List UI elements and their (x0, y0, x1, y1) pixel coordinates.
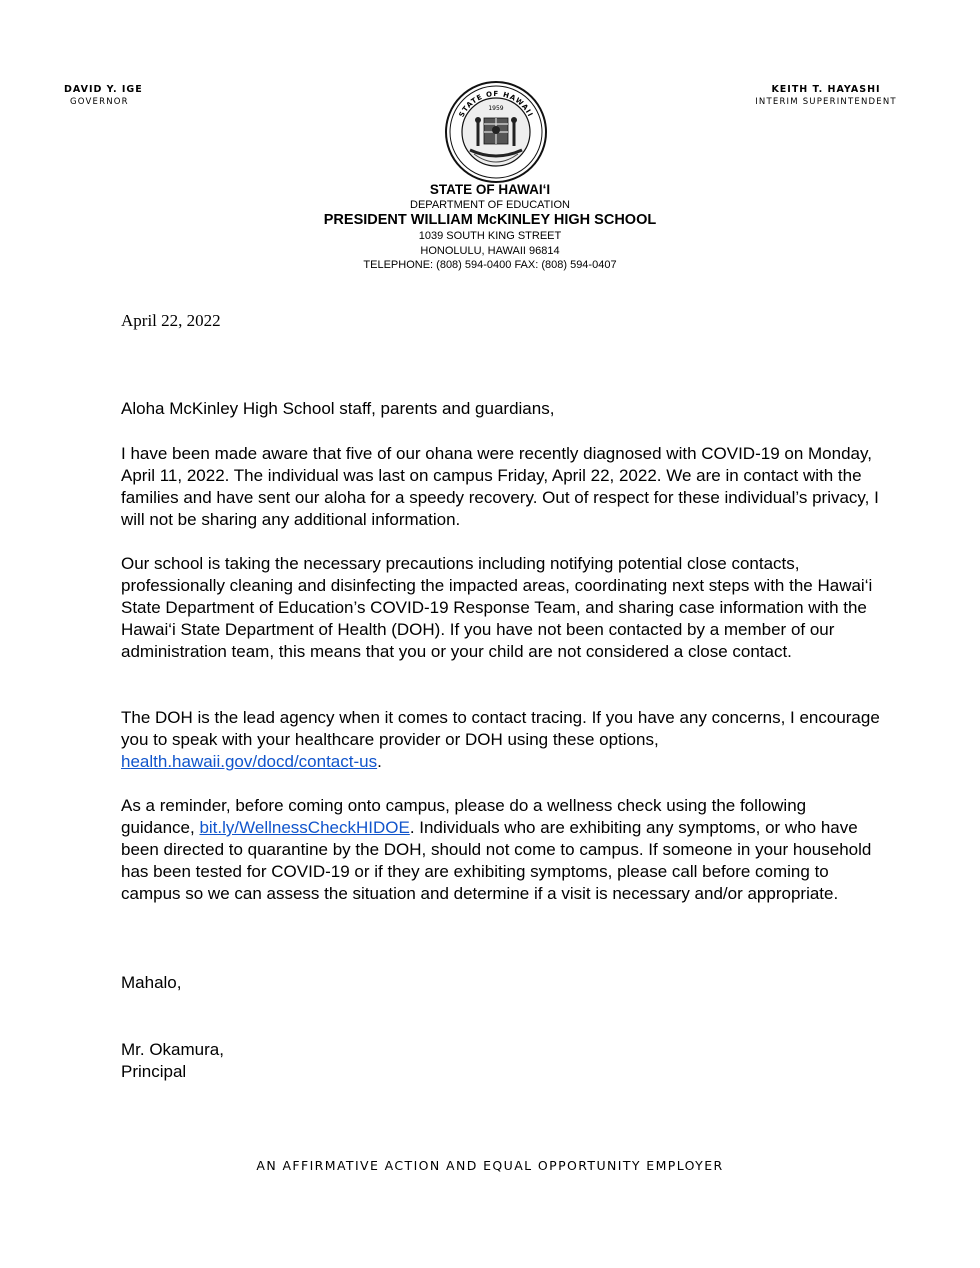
letterhead-phone-fax: TELEPHONE: (808) 594-0400 FAX: (808) 594-0407 (363, 259, 617, 271)
governor-block (64, 83, 174, 109)
svg-text:STATE OF HAWAII: STATE OF HAWAII (457, 89, 535, 119)
letterhead-state: STATE OF HAWAI‘I (429, 182, 551, 197)
signature-block (121, 1039, 881, 1083)
closing-text: Mahalo, (121, 973, 182, 992)
letterhead-department: DEPARTMENT OF EDUCATION (410, 198, 570, 211)
wellness-check-link[interactable]: bit.ly/WellnessCheckHIDOE (199, 818, 410, 837)
superintendent-block (746, 83, 906, 109)
paragraph-diagnosis (121, 443, 881, 531)
letterhead-street: 1039 SOUTH KING STREET (418, 230, 562, 242)
paragraph-4-rest: . Individuals who are exhibiting any symptoms, or who have been directed to quarantine by the DOH, should not come to campus. If someone in your household has been tested for COVID-19 or if they are exhibiting symptoms, please call before coming to campus so we can assess the situation and determine if a visit is necessary and/or appropriate. (121, 818, 872, 903)
state-seal-icon (444, 80, 548, 184)
letterhead (0, 183, 980, 273)
letterhead-city: HONOLULU, HAWAII 96814 (420, 244, 560, 257)
paragraph-contact-tracing (121, 707, 881, 773)
paragraph-wellness-check (121, 795, 881, 905)
letterhead-school: PRESIDENT WILLIAM McKINLEY HIGH SCHOOL (323, 212, 657, 228)
letter-date: April 22, 2022 (121, 311, 221, 330)
paragraph-3-text: The DOH is the lead agency when it comes to contact tracing. If you have any concerns, I encourage you to speak with your healthcare provider or DOH using these options, (121, 708, 880, 749)
governor-name: DAVID Y. IGE (64, 84, 143, 95)
letter-greeting (121, 398, 881, 420)
paragraph-2-text: Our school is taking the necessary precautions including notifying potential close contacts, professionally cleaning and disinfecting the impacted areas, coordinating next steps with the Hawai‘i State Department of Education’s COVID-19 Response Team, and sharing case information with the Hawai‘i State Department of Health (DOH). If you have not been contacted by a member of our administration team, this means that you or your child are not considered a close contact. (121, 554, 873, 661)
greeting-text: Aloha McKinley High School staff, parents and guardians, (121, 399, 555, 418)
paragraph-1-text: I have been made aware that five of our ohana were recently diagnosed with COVID-19 on Monday, April 11, 2022. The individual was last on campus Friday, April 22, 2022. We are in contact with the families and have sent our aloha for a speedy recovery. Out of respect for these individual’s privacy, I will not be sharing any additional information. (121, 444, 879, 529)
footer-eeo-statement: AN AFFIRMATIVE ACTION AND EQUAL OPPORTUNITY EMPLOYER (256, 1158, 724, 1173)
superintendent-title: INTERIM SUPERINTENDENT (755, 97, 897, 107)
signature-name: Mr. Okamura, (121, 1040, 224, 1059)
paragraph-3-end: . (377, 752, 382, 771)
letter-closing (121, 972, 881, 994)
svg-text:1959: 1959 (488, 105, 504, 112)
signature-title: Principal (121, 1062, 187, 1081)
paragraph-precautions (121, 553, 881, 663)
paragraph-4-text: As a reminder, before coming onto campus, please do a wellness check using the following guidance, (121, 796, 807, 837)
doh-contact-link[interactable]: health.hawaii.gov/docd/contact-us (121, 752, 378, 771)
superintendent-name: KEITH T. HAYASHI (771, 84, 881, 95)
governor-title: GOVERNOR (70, 97, 129, 107)
